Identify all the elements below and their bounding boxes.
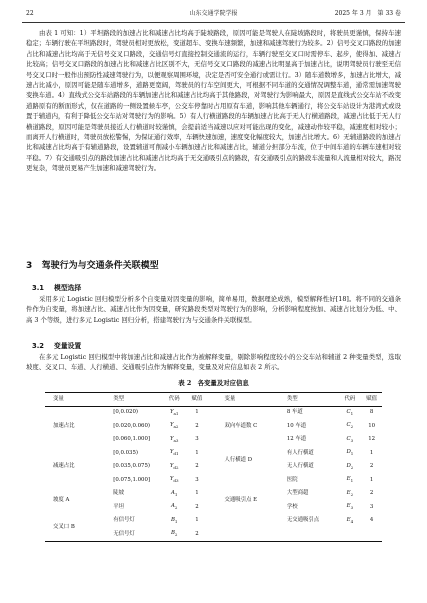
code-letter: B [170, 530, 175, 537]
header-cell: 赋值 [366, 395, 378, 402]
value-cell: 3 [195, 436, 199, 443]
code-cell [163, 433, 186, 447]
code-subscript: d3 [173, 478, 179, 484]
code-subscript: 2 [350, 464, 354, 470]
code-letter: Y [169, 408, 174, 415]
code-subscript: a2 [173, 424, 179, 430]
code-letter: A [170, 489, 175, 496]
header-cell: 类型 [286, 395, 298, 402]
subsection-2-number: 3.2 [32, 342, 45, 350]
type-cell: [0.060,1.000] [113, 436, 151, 443]
type-cell: 8 车道 [286, 409, 303, 416]
running-header [20, 8, 407, 20]
gap-cell [208, 420, 214, 434]
variable-label: 减速占比 [53, 463, 75, 470]
code-cell [163, 460, 186, 474]
code-letter: E [346, 489, 351, 496]
variable-label: 人行横道 D [224, 456, 253, 463]
type-cell: 有人行横道 [286, 449, 314, 456]
table-header-row [45, 392, 382, 406]
variable-label: 加速占比 [53, 422, 75, 429]
code-subscript: 3 [350, 437, 354, 443]
code-subscript: 3 [350, 505, 354, 511]
code-cell [163, 474, 186, 488]
value-cell: 1 [195, 490, 199, 497]
type-cell: [0,0.035) [113, 449, 139, 456]
code-cell [163, 501, 186, 515]
code-letter: A [170, 503, 175, 510]
header-cell: 代码 [168, 395, 180, 402]
type-cell: 平坦 [113, 503, 125, 510]
value-cell: 2 [369, 490, 374, 497]
code-letter: D [346, 462, 351, 469]
type-cell: 大型商超 [286, 490, 309, 497]
code-letter: Y [169, 422, 174, 429]
subsection-1-number: 3.1 [32, 284, 45, 292]
type-cell: 无信号灯 [113, 530, 135, 537]
code-letter: C [346, 422, 351, 429]
page-number: 22 [26, 10, 34, 17]
value-cell: 1 [369, 449, 374, 456]
table-row [45, 514, 382, 528]
code-letter: Y [169, 476, 174, 483]
code-cell [163, 528, 186, 542]
subsection-2-title: 变量设置 [54, 342, 82, 350]
variable-label: 双向车道数 C [224, 422, 258, 429]
type-cell: [0.020,0.060) [113, 422, 151, 429]
code-subscript: d2 [173, 464, 179, 470]
code-cell [339, 447, 362, 461]
value-cell: 8 [369, 409, 374, 416]
table-row [45, 447, 382, 461]
value-cell: 1 [195, 409, 199, 416]
table-caption: 表 2 各变量及对应信息 [178, 379, 249, 387]
value-cell: 1 [369, 476, 374, 483]
code-letter: Y [169, 449, 174, 456]
code-subscript: 1 [350, 451, 354, 457]
code-cell [163, 447, 186, 461]
type-cell: [0.075,1.000] [113, 476, 151, 483]
value-cell: 1 [195, 449, 199, 456]
type-cell: 医院 [286, 476, 298, 483]
gap-cell [208, 433, 214, 447]
code-subscript: 1 [174, 518, 178, 524]
code-subscript: 1 [350, 410, 354, 416]
value-cell: 4 [369, 517, 374, 524]
code-letter: E [346, 503, 351, 510]
section-number: 3 [26, 261, 33, 271]
code-letter: C [346, 435, 351, 442]
variable-label: 交通吸引点 E [224, 497, 258, 503]
table-bottom-rule [45, 541, 382, 542]
code-subscript: 1 [174, 491, 178, 497]
variable-label: 坡度 A [53, 497, 70, 503]
gap-cell [208, 501, 214, 515]
subsection-heading-2 [32, 340, 81, 350]
body-paragraph-1: 由表 1 可知：1）平坦路段的加速占比和减速占比均高于陡坡路段，原因可能是驾驶人在陡坡路段时，将驶员更谨慎，保持车速稳定；车辆行驶在平坦路段时，驾驶员相对更放松，变道超车、变换车速频繁，加速和减速驾驶行为较多。2）信号交叉口路段的加速占比和减速占比均高于无信号交叉口路段，交通信号灯直接控制交通流的运行，车辆行驶至交叉口时需停车、起步，使得加、减速占比较高；信号交叉口路段的加速占比和减速占比区别不大，无信号交叉口路段的减速占比明显高于加速占比，说明驾驶员行驶至无信号交叉口时一般作出预防性减速驾驶行为，以便观察周围环境，决定是否可安全通行或需让行。3）随车道数增多，加速占比增大，减速占比减小，原因可能是随车道增多，道路更宽阔，驾驶员的行车空间更大，可根据不同车道的交通情况调整车道，通常需加速驾驶变换车道。4）直线式公交车站路段的车辆加速占比和减速占比均高于其他路段，对驾驶行为影响最大，原因是直线式公交车站不改变道路原有的断面形式，仅在道路的一侧设置候车亭，公交车停靠时占用原有车道，影响其他车辆通行，将公交车站设计为港湾式或设置于辅道内，有利于降低公交车站对驾驶行为的影响。5）有人行横道路段的车辆加速占比高于无人行横道路段，减速占比低于无人行横道路段，原因可能是驾驶员接近人行横道时较谨慎，会提前适当减速以应对可能出现的变化，减速动作较平稳，减速度相对较小；而离开人行横道时，驾驶员放松警惕，为保证通行效率，车辆快速加速，速度变化幅度较大，加速占比增大。6）无辅道路段的加速占比和减速占比均高于有辅道路段，设置辅道可削减小车辆加速占比和减速占比，辅道分担部分车流，位于中间车道的车辆车速相对较平稳。7）有交通吸引点的路段加速占比和减速占比均高于无交通吸引点的路段，有交通吸引点的路段车流量和人流量相对较大，路况更复杂，驾驶员更易产生加速和减速驾驶行为。 [26, 29, 401, 173]
type-cell: 无交通吸引点 [286, 517, 320, 524]
section-heading [26, 258, 159, 271]
section-title: 驾驶行为与交通条件关联模型 [41, 261, 159, 271]
header-cell: 代码 [344, 395, 356, 402]
code-subscript: 2 [174, 532, 178, 538]
value-cell: 2 [195, 463, 199, 470]
code-cell [339, 487, 362, 501]
code-subscript: 2 [350, 424, 354, 430]
gap-cell [208, 460, 214, 474]
body-paragraph-3: 在多元 Logistic 回归模型中将加速占比和减速占比作为被解释变量，剔除影响程度较小的公交车站和辅道 2 种变量类型，选取坡度、交叉口、车道、人行横道、交通吸引点作为解释变量，变量及对应信息如表 2 所示。 [26, 353, 401, 372]
code-letter: E [346, 476, 351, 483]
gap-cell [208, 514, 214, 528]
type-cell: [0,0.020) [113, 409, 139, 416]
code-subscript: a3 [173, 437, 179, 443]
table-grid [45, 392, 382, 541]
type-cell: 有信号灯 [113, 517, 135, 524]
value-cell: 2 [195, 530, 199, 537]
code-cell [339, 420, 362, 434]
value-cell: 2 [369, 463, 374, 470]
code-cell [339, 406, 362, 420]
value-cell: 3 [195, 476, 199, 483]
value-cell: 2 [195, 503, 199, 510]
subsection-1-title: 模型选择 [54, 284, 82, 292]
code-letter: E [346, 516, 351, 523]
code-subscript: 1 [350, 478, 354, 484]
code-cell [163, 514, 186, 528]
code-cell [339, 460, 362, 474]
empty-cell [214, 528, 382, 542]
code-subscript: 2 [350, 491, 354, 497]
value-cell: 3 [369, 503, 374, 510]
code-subscript: 2 [174, 505, 178, 511]
header-rule [22, 22, 405, 23]
type-cell: 10 车道 [286, 422, 307, 429]
code-letter: B [170, 516, 175, 523]
code-letter: Y [169, 462, 174, 469]
gap-cell [208, 487, 214, 501]
code-subscript: 4 [350, 518, 354, 524]
subsection-heading-1 [32, 282, 81, 292]
header-cell: 赋值 [191, 395, 203, 402]
code-letter: C [346, 408, 351, 415]
type-cell: 12 车道 [286, 436, 307, 443]
value-cell: 1 [195, 517, 199, 524]
code-cell [163, 406, 186, 420]
code-subscript: a1 [173, 410, 179, 416]
code-cell [339, 514, 362, 528]
header-cell: 变量 [224, 395, 236, 402]
code-cell [163, 420, 186, 434]
header-cell: 类型 [113, 395, 125, 402]
value-cell: 2 [195, 422, 199, 429]
type-cell: [0.035,0.075) [113, 463, 151, 470]
table-row [45, 406, 382, 420]
volume-issue: 2025 年 3 月 第 33 卷 [334, 10, 401, 17]
code-cell [163, 487, 186, 501]
value-cell: 10 [368, 422, 376, 429]
type-cell: 学校 [286, 503, 298, 510]
code-letter: D [346, 449, 351, 456]
type-cell: 无人行横道 [286, 463, 314, 470]
code-cell [339, 501, 362, 515]
code-cell [339, 433, 362, 447]
code-cell [339, 474, 362, 488]
type-cell: 陡坡 [113, 490, 125, 497]
code-subscript: d1 [173, 451, 179, 457]
table-row [45, 487, 382, 501]
body-paragraph-2: 采用多元 Logistic 回归模型分析多个自变量对因变量的影响，简单易用，数据理论成熟，模型解释性好[18]。将不同的交通条件作为自变量，将加速占比、减速占比作为因变量，研究路段类型对驾驶行为的影响，分析影响程度按加、减速占比划分为低、中、高 3 个等级，进行多元 Logistic 回归分析，搭建驾驶行为与交通条件关联模型。 [26, 295, 401, 324]
value-cell: 12 [368, 436, 376, 443]
code-letter: Y [169, 435, 174, 442]
journal-name: 山东交通学院学报 [189, 10, 238, 17]
variable-label: 交叉口 B [53, 524, 75, 530]
header-cell: 变量 [53, 395, 64, 402]
